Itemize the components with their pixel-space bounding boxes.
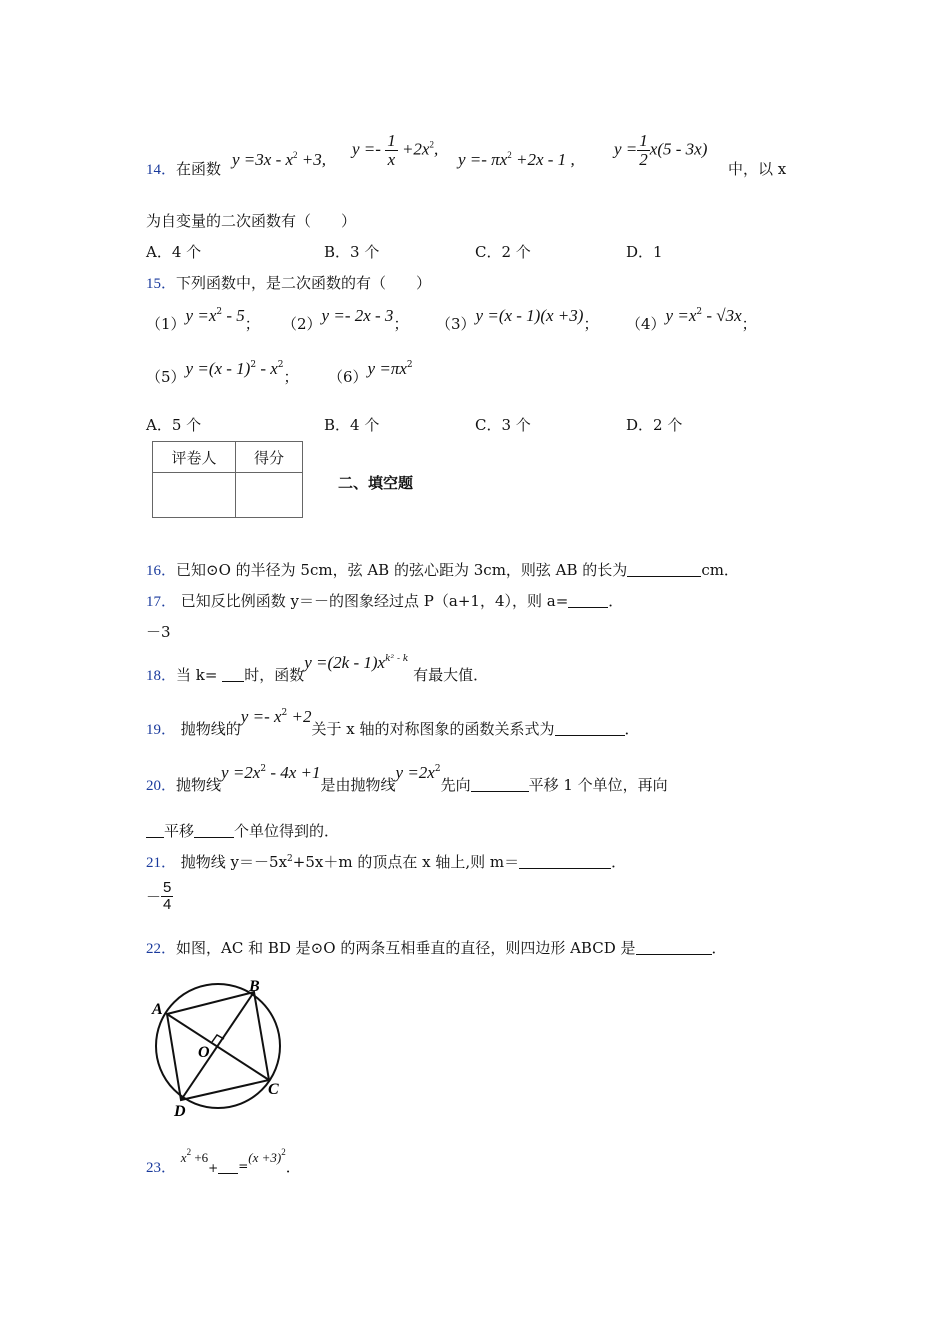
question-number: 23． — [146, 1160, 177, 1176]
formula-1: y =2x — [221, 763, 261, 782]
question-16 — [146, 559, 739, 580]
option-b: B．3 个 — [324, 243, 380, 261]
question-text: 下列函数中，是二次函数的有（ ） — [176, 274, 432, 292]
question-text: 当 k= — [176, 666, 223, 684]
option-d: D．2 个 — [626, 416, 683, 434]
formula-left: $x^2 +6$ — [180, 1147, 209, 1165]
label-a: A — [152, 1001, 163, 1018]
formula-2: y =- $\frac{1}{x}$ $+2x^2$, — [352, 131, 439, 169]
question-number: 21． — [146, 855, 177, 871]
question-number: 20． — [146, 778, 177, 794]
score-table-header-score: 得分 — [236, 442, 303, 473]
item-2: （2）y =- 2x - 3； — [282, 306, 409, 333]
right-angle-mark — [212, 1035, 224, 1042]
equals-sign: = — [238, 1159, 249, 1173]
option-d: D．1 — [626, 243, 663, 261]
question-15-options — [146, 414, 766, 434]
formula-2: y =2x — [395, 763, 435, 782]
item-5: $(5)y =(x - 1)^2 - x^2$； — [146, 359, 299, 386]
answer-blank-3[interactable] — [194, 823, 234, 838]
question-18 — [146, 652, 488, 686]
question-14-options — [146, 241, 766, 261]
question-15-items-row2 — [146, 358, 546, 388]
formula-1: $y =3x - x^2 +3$, — [232, 150, 327, 169]
answer-blank[interactable] — [568, 593, 608, 608]
exponent: k² - k — [385, 654, 409, 664]
formula: y =- x — [240, 707, 282, 726]
question-text: 抛物线的 — [176, 720, 241, 738]
score-table — [152, 441, 303, 518]
formula-4: y = $\frac{1}{2}$ x(5 - 3x) — [614, 131, 708, 169]
unit-text: cm． — [701, 561, 739, 579]
plus-sign: + — [208, 1161, 219, 1175]
section-title: 二、填空题 — [338, 474, 414, 492]
question-21-answer: － $\frac{5}{4}$ — [146, 879, 172, 913]
question-number: 15． — [146, 276, 177, 292]
end-punct: ． — [611, 853, 627, 871]
option-c: C．2 个 — [475, 243, 531, 261]
question-text-cont: +5x＋m 的顶点在 x 轴上,则 m＝ — [292, 853, 520, 871]
item-6: $(6)y =\pi x^2$ — [328, 359, 413, 386]
question-text-end: 个单位得到的． — [234, 822, 340, 840]
formula-3: $y =- \pi x^2 +2x - 1$ , — [458, 150, 575, 169]
answer-blank[interactable] — [636, 940, 712, 955]
question-15 — [146, 272, 431, 293]
item-4: $(4)y =x^2 - √3x$； — [626, 306, 757, 333]
question-text: 已知⊙O 的半径为 5cm，弦 AB 的弦心距为 3cm，则弦 AB 的长为 — [176, 561, 628, 579]
question-text: 在函数 — [176, 160, 222, 178]
question-text-tail: 先向 — [440, 776, 471, 794]
item-1: $(1)y =x^2 - 5$； — [146, 306, 260, 333]
score-table-header-grader: 评卷人 — [153, 442, 236, 473]
question-22 — [146, 937, 727, 958]
question-text-mid: 是由抛物线 — [320, 776, 396, 794]
answer-blank[interactable] — [519, 854, 611, 869]
question-20: 20．抛物线$y =2x^2 - 4x +1$是由抛物线$y =2x^2$先向 平移 1 个单位，再向 — [146, 763, 668, 794]
question-19: 19． 抛物线的$y =- x^2 +2$关于 x 轴的对称图象的函数关系式为 ． — [146, 707, 640, 738]
option-a: A．5 个 — [146, 416, 202, 434]
question-number: 18． — [146, 668, 177, 684]
question-15-items-row1 — [146, 305, 796, 335]
option-b: B．4 个 — [324, 416, 380, 434]
end-punct: ． — [608, 592, 624, 610]
answer-blank[interactable] — [218, 1159, 238, 1174]
question-number: 22． — [146, 941, 177, 957]
question-number: 17． — [146, 594, 177, 610]
question-text-tail: 有最大值． — [408, 666, 489, 684]
question-number: 16． — [146, 563, 177, 579]
question-text: 如图，AC 和 BD 是⊙O 的两条互相垂直的直径，则四边形 ABCD 是 — [176, 939, 636, 957]
question-text: 抛物线 y＝－5x — [176, 853, 288, 871]
question-number: 19． — [146, 722, 177, 738]
question-17-answer: －3 — [146, 623, 171, 641]
question-text: 抛物线 — [176, 776, 222, 794]
question-17 — [146, 590, 623, 611]
question-20-line2 — [146, 820, 339, 841]
label-d: D — [174, 1103, 186, 1118]
option-a: A．4 个 — [146, 243, 202, 261]
label-o: O — [198, 1044, 210, 1061]
label-c: C — [268, 1081, 279, 1098]
circle-diagram — [148, 976, 288, 1118]
question-text: 平移 — [164, 822, 195, 840]
question-text-mid: 时，函数 — [244, 666, 305, 684]
end-punct: ． — [624, 720, 640, 738]
question-23 — [146, 1146, 301, 1174]
formula: y =(2k - 1)x — [304, 653, 386, 672]
question-number: 14． — [146, 162, 177, 178]
end-punct: ． — [285, 1158, 301, 1176]
question-21: 21． 抛物线 $y=-5x^2+5x+m$ 的顶点在 x 轴上,则 m＝ ． — [146, 853, 627, 871]
answer-blank[interactable] — [555, 721, 625, 736]
question-14-line2: 为自变量的二次函数有（ ） — [146, 212, 357, 230]
score-table-cell-score[interactable] — [236, 473, 303, 518]
end-punct: ． — [711, 939, 727, 957]
question-text: 已知反比例函数 y＝－的图象经过点 P（a+1，4），则 a= — [176, 592, 569, 610]
question-text-tail: 中，以 x — [728, 160, 787, 178]
question-text-tail: 关于 x 轴的对称图象的函数关系式为 — [311, 720, 555, 738]
answer-blank-2[interactable] — [146, 823, 164, 838]
item-3: （3）y =(x - 1)(x +3)； — [436, 306, 599, 333]
score-table-cell-grader[interactable] — [153, 473, 236, 518]
answer-blank-1[interactable] — [471, 777, 529, 792]
label-b: B — [249, 978, 260, 995]
question-text-tail2: 平移 1 个单位，再向 — [528, 776, 668, 794]
answer-blank[interactable] — [222, 667, 244, 682]
answer-blank[interactable] — [627, 562, 701, 577]
formula-right: $(x +3)^2$ — [248, 1147, 286, 1165]
option-c: C．3 个 — [475, 416, 531, 434]
